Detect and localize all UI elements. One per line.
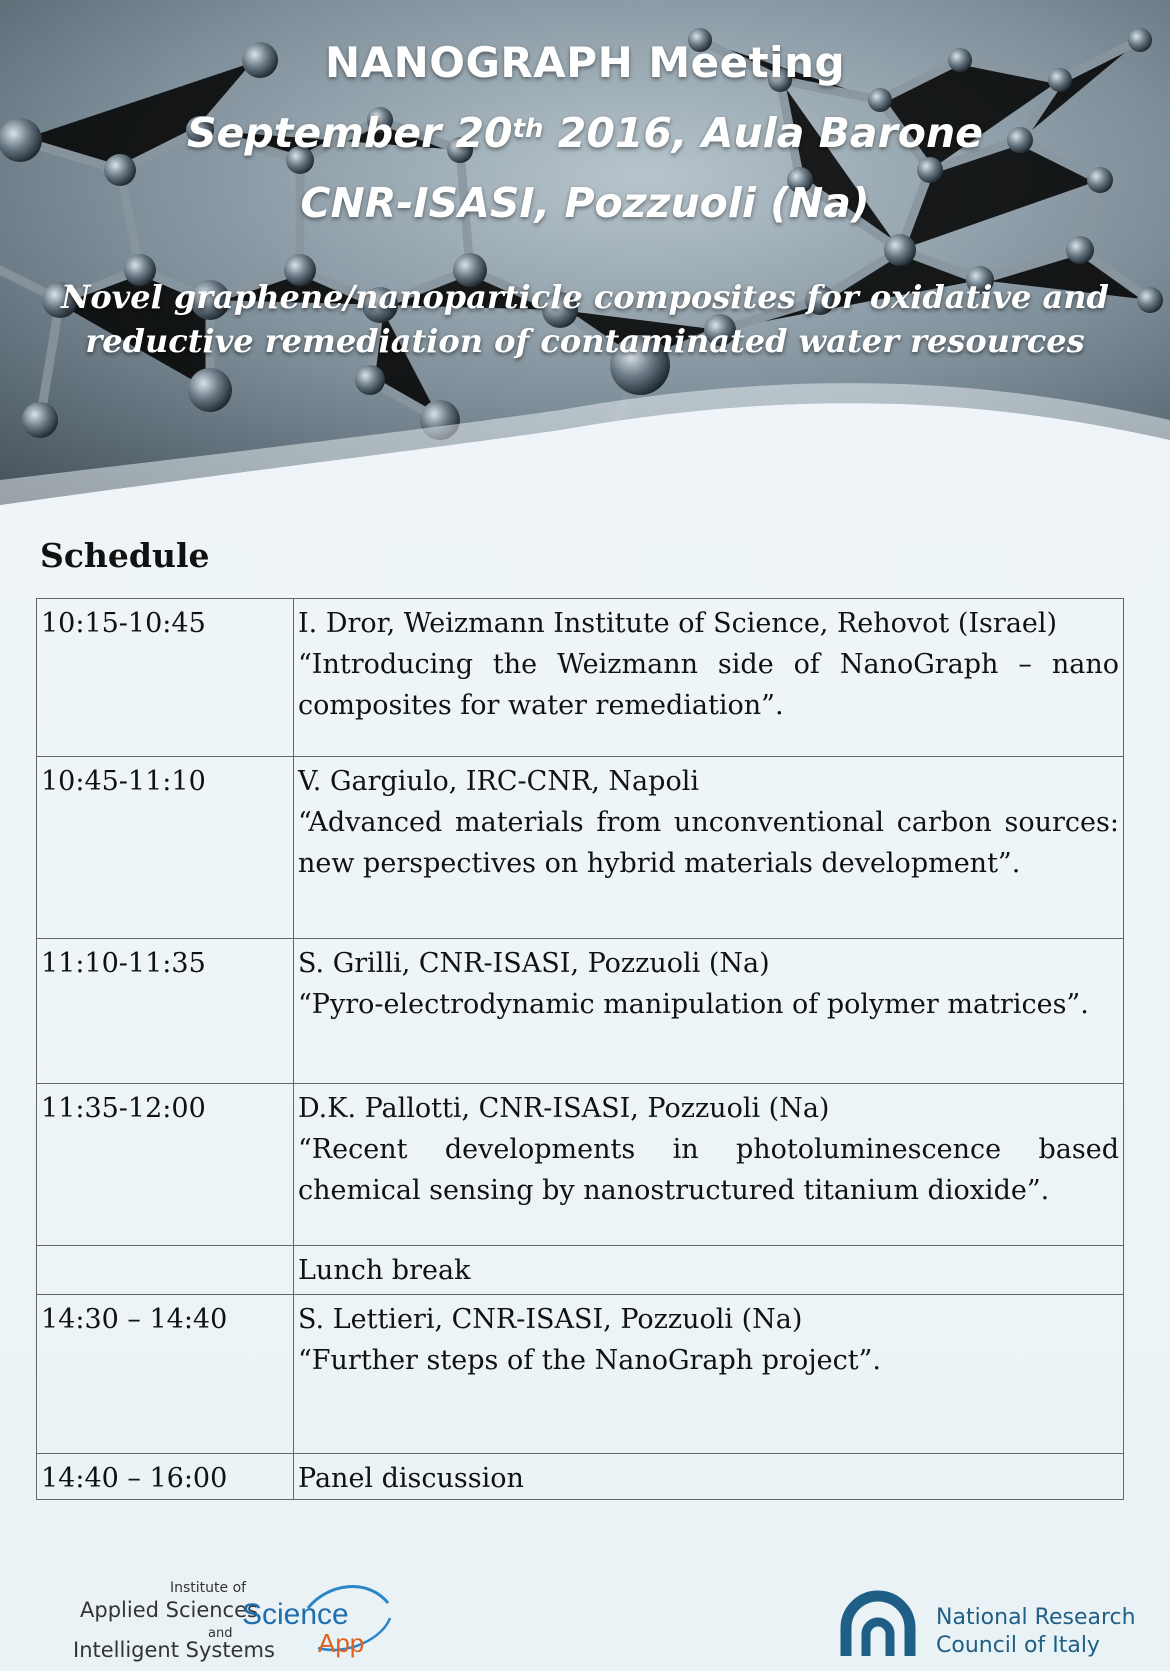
isasi-line-1: Institute of	[170, 1580, 247, 1596]
science-label: Science	[242, 1598, 349, 1631]
speaker: Panel discussion	[298, 1463, 524, 1494]
meeting-title-block	[0, 28, 1170, 238]
speaker: D.K. Pallotti, CNR-ISASI, Pozzuoli (Na)	[298, 1093, 830, 1124]
header-banner	[0, 0, 1170, 510]
subtitle-line-1: Novel graphene/nanoparticle composites for oxidative and	[61, 278, 1109, 316]
cnr-text	[936, 1604, 1136, 1660]
table-row	[37, 1246, 1124, 1295]
meeting-date-sup: th	[512, 114, 544, 144]
talk-cell	[294, 757, 1124, 939]
time-cell: 14:30 – 14:40	[37, 1295, 294, 1454]
schedule-heading: Schedule	[40, 536, 210, 575]
schedule-table	[36, 598, 1124, 1500]
talk-cell	[294, 1084, 1124, 1246]
time-cell: 14:40 – 16:00	[37, 1454, 294, 1500]
table-row	[37, 599, 1124, 757]
talk-cell	[294, 939, 1124, 1084]
cnr-line-2: Council of Italy	[936, 1633, 1100, 1658]
talk-title: “Introducing the Weizmann side of NanoGraph – nano composites for water remediation”.	[298, 649, 1119, 721]
talk-cell	[294, 1454, 1124, 1500]
time-cell: 10:45-11:10	[37, 757, 294, 939]
app-label: App	[318, 1628, 365, 1658]
cnr-emblem-icon	[840, 1590, 920, 1662]
talk-title: “Pyro-electrodynamic manipulation of polymer matrices”.	[298, 989, 1089, 1020]
speaker: I. Dror, Weizmann Institute of Science, Rehovot (Israel)	[298, 608, 1058, 639]
speaker: S. Lettieri, CNR-ISASI, Pozzuoli (Na)	[298, 1304, 803, 1335]
meeting-date-post: 2016, Aula Barone	[543, 109, 983, 157]
speaker: S. Grilli, CNR-ISASI, Pozzuoli (Na)	[298, 948, 770, 979]
meeting-date-pre: September 20	[187, 109, 513, 157]
table-row	[37, 939, 1124, 1084]
talk-title: “Further steps of the NanoGraph project”.	[298, 1345, 881, 1376]
time-cell: 10:15-10:45	[37, 599, 294, 757]
speaker: Lunch break	[298, 1255, 471, 1286]
time-cell: 11:10-11:35	[37, 939, 294, 1084]
isasi-scienceapp-logo	[70, 1576, 390, 1666]
project-subtitle	[0, 275, 1170, 363]
isasi-line-4: Intelligent Systems	[73, 1638, 275, 1662]
meeting-title: NANOGRAPH Meeting	[324, 38, 846, 87]
isasi-line-2: Applied Sciences	[80, 1598, 258, 1622]
table-row	[37, 1295, 1124, 1454]
talk-title: “Advanced materials from unconventional carbon sources: new perspectives on hybrid materials development”.	[298, 807, 1119, 879]
talk-title: “Recent developments in photoluminescence based chemical sensing by nanostructured titanium dioxide”.	[298, 1134, 1119, 1206]
meeting-date-venue	[0, 98, 1170, 168]
isasi-line-3: and	[208, 1626, 233, 1641]
talk-cell	[294, 1295, 1124, 1454]
table-row	[37, 1454, 1124, 1500]
meeting-location: CNR-ISASI, Pozzuoli (Na)	[300, 179, 870, 227]
subtitle-line-2: reductive remediation of contaminated water resources	[85, 322, 1085, 360]
talk-cell	[294, 1246, 1124, 1295]
speaker: V. Gargiulo, IRC-CNR, Napoli	[298, 766, 699, 797]
table-row	[37, 1084, 1124, 1246]
cnr-logo	[840, 1590, 1140, 1662]
time-cell	[37, 1246, 294, 1295]
talk-cell	[294, 599, 1124, 757]
table-row	[37, 757, 1124, 939]
cnr-line-1: National Research	[936, 1605, 1136, 1630]
time-cell: 11:35-12:00	[37, 1084, 294, 1246]
